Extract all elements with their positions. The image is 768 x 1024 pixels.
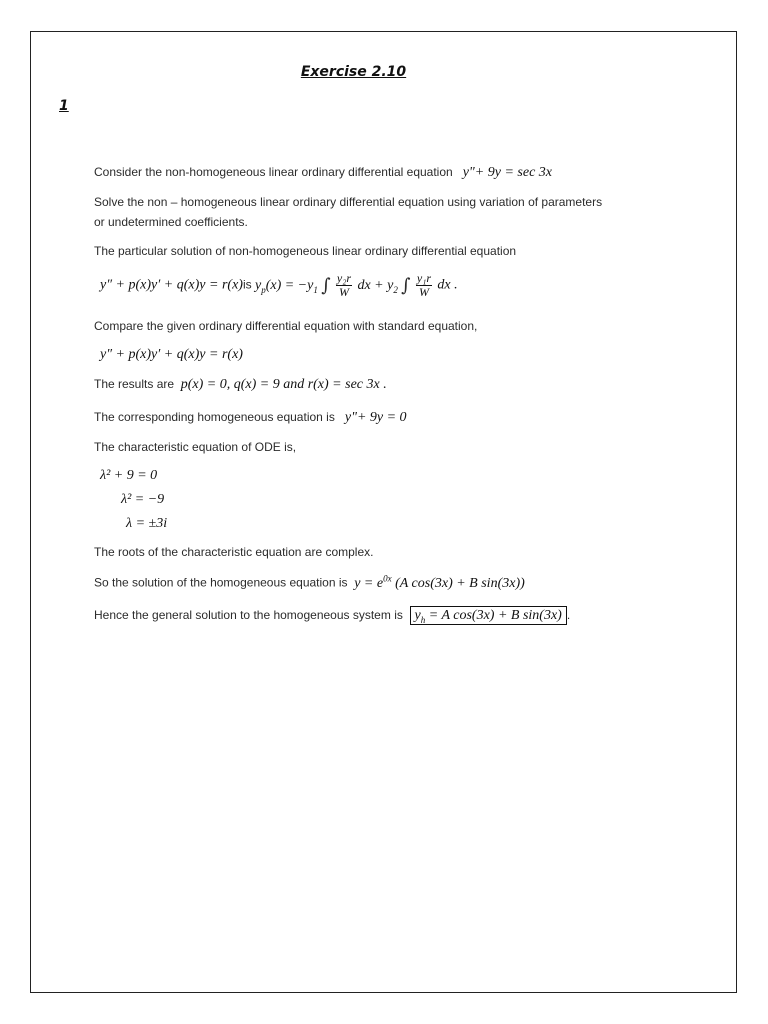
ode-equation: y"+ 9y = sec 3x — [462, 165, 552, 180]
standard-form: y″ + p(x)y′ + q(x)y = r(x) — [100, 277, 243, 293]
standard-equation: y″ + p(x)y′ + q(x)y = r(x) — [100, 347, 243, 362]
exercise-title: Exercise 2.10 — [300, 64, 407, 80]
char-equation-3: λ = ±3i — [126, 516, 168, 531]
yp-rhs: $(x) = -y_1$ — [265, 277, 318, 295]
line-char-eq-3 — [126, 516, 167, 532]
fraction-one: $\frac{\text{y₂r}}{W}$ — [336, 271, 352, 299]
solution-equation: $y = e^{0x}$ (A cos(3x) + B sin(3x)) — [354, 573, 525, 591]
line-solve-cont: or undetermined coefficients. — [94, 215, 248, 229]
line-characteristic: The characteristic equation of ODE is, — [94, 440, 297, 454]
fraction-two: $\frac{\text{y₁r}}{W}$ — [416, 271, 432, 299]
solution-text: So the solution of the homogeneous equation is — [94, 575, 348, 590]
results-equation: p(x) = 0, q(x) = 9 and r(x) = sec 3x . — [180, 377, 387, 392]
line-homogeneous — [94, 410, 407, 426]
general-solution-box: $y_h = A$ cos(3x) + B sin(3x) — [410, 606, 567, 625]
yp-rhs-end: dx . — [437, 277, 458, 293]
question-number: 1 — [59, 98, 69, 114]
integral-sign-icon: ∫ — [321, 275, 331, 296]
line-particular: The particular solution of non-homogeneous linear ordinary differential equation — [94, 244, 517, 258]
line-solve: Solve the non – homogeneous linear ordinary differential equation using variation of parameters — [94, 195, 603, 209]
line-particular-formula — [100, 272, 458, 299]
line-general-solution — [94, 608, 570, 625]
consider-text: Consider the non-homogeneous linear ordinary differential equation — [94, 165, 453, 179]
char-equation-1: λ² + 9 = 0 — [100, 468, 158, 483]
line-standard-eq — [100, 347, 243, 363]
line-solution — [94, 573, 525, 592]
char-equation-2: λ² = −9 — [121, 492, 165, 507]
line-roots: The roots of the characteristic equation are complex. — [94, 545, 374, 559]
integral-sign-icon: ∫ — [401, 275, 411, 296]
yp-rhs-mid: dx + $y_2$ — [357, 277, 398, 295]
line-compare: Compare the given ordinary differential equation with standard equation, — [94, 319, 478, 333]
homogeneous-equation: y"+ 9y = 0 — [344, 410, 407, 425]
general-solution-text: Hence the general solution to the homogeneous system is — [94, 608, 403, 622]
results-text: The results are — [94, 377, 175, 391]
homogeneous-text: The corresponding homogeneous equation is — [94, 410, 335, 424]
trailing-period: . — [566, 608, 571, 622]
is-word: is — [242, 277, 252, 292]
line-results — [94, 377, 387, 393]
yp-symbol: $y_p$ — [254, 277, 266, 295]
line-char-eq-2 — [121, 492, 164, 508]
line-consider — [94, 165, 552, 181]
line-char-eq-1 — [100, 468, 157, 484]
